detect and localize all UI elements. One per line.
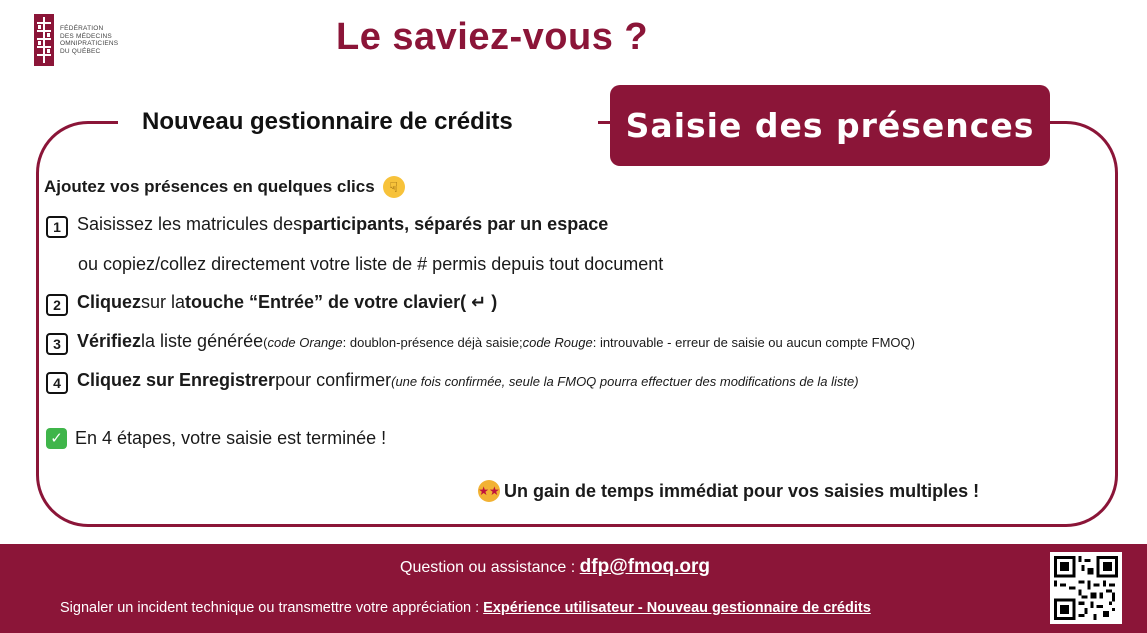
intro-line <box>44 176 405 198</box>
step-1-continuation: ou copiez/collez directement votre liste de # permis depuis tout document <box>78 254 664 274</box>
step-number-1: 1 <box>46 216 68 238</box>
gain-line: ★★ Un gain de temps immédiat pour vos saisies multiples ! <box>478 480 980 501</box>
step-number-4: 4 <box>46 372 68 394</box>
assistance-line: Question ou assistance : dfp@fmoq.org <box>400 556 711 577</box>
step-3: 3 Vérifiez la liste générée ( code Orange : doublon-présence déjà saisie; code Rouge : introuvable - erreur de saisie ou aucun compte FMOQ) <box>46 331 915 353</box>
step-number-3: 3 <box>46 333 68 355</box>
star-struck-face-icon: ★★ <box>478 480 500 502</box>
feedback-link[interactable]: Expérience utilisateur - Nouveau gestionnaire de crédits <box>483 600 871 616</box>
headline: Le saviez-vous ? <box>336 16 649 58</box>
pointing-down-hand-icon: ☟ <box>383 176 405 198</box>
intro-text: Ajoutez vos présences en quelques clics <box>44 177 375 196</box>
enter-key-symbol: ( ↵ ) <box>460 292 498 312</box>
step-4: 4 Cliquez sur Enregistrer pour confirmer (une fois confirmée, seule la FMOQ pourra effectuer des modifications de la liste) <box>46 370 859 392</box>
completion-line: ✓ En 4 étapes, votre saisie est terminée ! <box>46 428 386 449</box>
title-tag <box>610 85 1050 166</box>
check-mark-icon: ✓ <box>46 428 67 449</box>
step-1: 1 Saisissez les matricules des participants, séparés par un espace <box>46 214 608 236</box>
logo-text: FÉDÉRATION DES MÉDECINS OMNIPRATICIENS DU QUÉBEC <box>60 25 119 55</box>
fmoq-logo <box>34 14 122 66</box>
caduceus-logo-icon <box>34 14 54 66</box>
qr-code-icon[interactable] <box>1050 552 1122 624</box>
feedback-line: Signaler un incident technique ou transmettre votre appréciation : Expérience utilisateur - Nouveau gestionnaire de crédits <box>60 600 871 616</box>
email-link[interactable]: dfp@fmoq.org <box>579 556 711 577</box>
step-2: 2 Cliquez sur la touche “Entrée” de votre clavier ( ↵ ) <box>46 292 497 314</box>
footer <box>0 544 1147 633</box>
tag-label: Saisie des présences <box>625 106 1035 145</box>
subtitle: Nouveau gestionnaire de crédits <box>142 108 513 135</box>
step-number-2: 2 <box>46 294 68 316</box>
